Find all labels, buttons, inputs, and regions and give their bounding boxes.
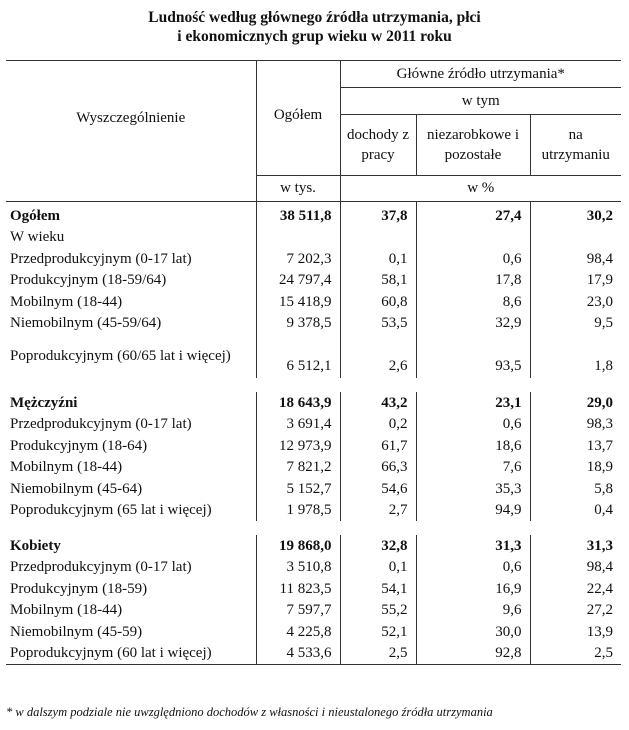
row-label: Przedprodukcyjnym (0-17 lat) [10, 250, 192, 267]
header-col-work: dochody z pracy [340, 115, 416, 176]
cell-nonwork-income: 27,4 [416, 202, 530, 227]
row-label: Przedprodukcyjnym (0-17 lat) [10, 416, 192, 433]
cell-dependent: 30,2 [530, 202, 621, 227]
cell-nonwork-income: 30,0 [416, 621, 530, 643]
table-row [6, 248, 621, 270]
row-label: Poprodukcyjnym (60 lat i więcej) [6, 643, 256, 665]
table-row [6, 313, 621, 335]
cell-work-income: 54,1 [340, 578, 416, 600]
table-row [6, 435, 621, 457]
table-row [6, 600, 621, 622]
row-label: Produkcyjnym (18-64) [10, 437, 148, 454]
cell-work-income: 53,5 [340, 313, 416, 335]
table-row [6, 578, 621, 600]
cell-work-income: 60,8 [340, 291, 416, 313]
cell-dependent: 23,0 [530, 291, 621, 313]
population-table [6, 60, 621, 665]
cell-dependent: 18,9 [530, 457, 621, 479]
cell-work-income: 37,8 [340, 202, 416, 227]
spacer-row [6, 378, 621, 392]
cell-nonwork-income: 31,3 [416, 535, 530, 557]
cell-work-income: 2,7 [340, 500, 416, 522]
table-row [6, 457, 621, 479]
row-label: Poprodukcyjnym (60/65 lat i więcej) [10, 348, 231, 364]
cell-nonwork-income: 9,6 [416, 600, 530, 622]
cell-dependent: 0,4 [530, 500, 621, 522]
cell-dependent: 5,8 [530, 478, 621, 500]
header-unit-pct: w % [340, 176, 621, 202]
spacer-cell [416, 521, 530, 535]
spacer-cell [256, 521, 340, 535]
table-row [6, 291, 621, 313]
cell-total: 7 202,3 [256, 248, 340, 270]
spacer-cell [6, 378, 256, 392]
header-total: Ogółem [256, 61, 340, 176]
cell-total: 4 225,8 [256, 621, 340, 643]
cell-total: 4 533,6 [256, 643, 340, 665]
cell-work-income: 0,1 [340, 248, 416, 270]
cell-work-income: 2,6 [340, 334, 416, 378]
header-of-which: w tym [340, 88, 621, 115]
header-unit-total: w tys. [256, 176, 340, 202]
header-col-nonwork: niezarobkowe i pozostałe [416, 115, 530, 176]
spacer-cell [340, 521, 416, 535]
header-spec: Wyszczególnienie [6, 61, 256, 176]
cell-total: 3 691,4 [256, 414, 340, 436]
cell-nonwork-income: 32,9 [416, 313, 530, 335]
cell-total: 9 378,5 [256, 313, 340, 335]
header-main-source: Główne źródło utrzymania* [340, 61, 621, 88]
cell-work-income: 43,2 [340, 392, 416, 414]
row-label: Ogółem [10, 207, 60, 224]
row-label: Mobilnym (18-44) [10, 602, 123, 619]
cell-dependent: 29,0 [530, 392, 621, 414]
cell-dependent: 98,4 [530, 248, 621, 270]
spacer-cell [6, 521, 256, 535]
row-label: Przedprodukcyjnym (0-17 lat) [10, 559, 192, 576]
cell-total: 7 821,2 [256, 457, 340, 479]
cell-nonwork-income: 94,9 [416, 500, 530, 522]
cell-dependent: 98,4 [530, 557, 621, 579]
table-row [6, 500, 621, 522]
cell-dependent: 98,3 [530, 414, 621, 436]
table-row [6, 334, 621, 378]
spacer-cell [416, 378, 530, 392]
cell-total [256, 227, 340, 249]
cell-total: 19 868,0 [256, 535, 340, 557]
cell-nonwork-income: 35,3 [416, 478, 530, 500]
cell-work-income [340, 227, 416, 249]
cell-total: 1 978,5 [256, 500, 340, 522]
cell-nonwork-income: 18,6 [416, 435, 530, 457]
cell-nonwork-income: 7,6 [416, 457, 530, 479]
table-row [6, 621, 621, 643]
table-row [6, 392, 621, 414]
header-unit-blank [6, 176, 256, 202]
cell-nonwork-income: 92,8 [416, 643, 530, 665]
row-label: Mobilnym (18-44) [10, 293, 123, 310]
cell-nonwork-income: 17,8 [416, 270, 530, 292]
cell-nonwork-income: 0,6 [416, 557, 530, 579]
cell-total: 24 797,4 [256, 270, 340, 292]
cell-dependent [530, 227, 621, 249]
spacer-row [6, 521, 621, 535]
row-label: Produkcyjnym (18-59/64) [10, 272, 167, 289]
cell-dependent: 1,8 [530, 334, 621, 378]
table-row [6, 270, 621, 292]
row-label: Niemobilnym (45-59) [10, 623, 143, 640]
cell-dependent: 27,2 [530, 600, 621, 622]
row-label: Niemobilnym (45-59/64) [10, 315, 162, 332]
cell-nonwork-income [416, 227, 530, 249]
cell-dependent: 9,5 [530, 313, 621, 335]
row-label: Mobilnym (18-44) [10, 459, 123, 476]
row-label: Niemobilnym (45-64) [10, 480, 143, 497]
spacer-cell [256, 378, 340, 392]
row-label: Produkcyjnym (18-59) [10, 580, 148, 597]
table-header [6, 61, 621, 202]
header-col-dependent: na utrzymaniu [530, 115, 621, 176]
table-row [6, 414, 621, 436]
spacer-cell [530, 378, 621, 392]
table-body [6, 202, 621, 665]
footnote: * w dalszym podziale nie uwzględniono dochodów z własności i nieustalonego źródła utrzymania [6, 705, 493, 719]
cell-nonwork-income: 0,6 [416, 414, 530, 436]
cell-work-income: 32,8 [340, 535, 416, 557]
cell-total: 12 973,9 [256, 435, 340, 457]
cell-total: 5 152,7 [256, 478, 340, 500]
title-line-1: Ludność według głównego źródła utrzymania, płci [148, 9, 481, 26]
table-row [6, 643, 621, 665]
cell-total: 6 512,1 [256, 334, 340, 378]
cell-total: 38 511,8 [256, 202, 340, 227]
cell-work-income: 0,1 [340, 557, 416, 579]
spacer-cell [340, 378, 416, 392]
cell-dependent: 2,5 [530, 643, 621, 665]
cell-dependent: 13,9 [530, 621, 621, 643]
cell-total: 3 510,8 [256, 557, 340, 579]
cell-work-income: 52,1 [340, 621, 416, 643]
table-row [6, 227, 621, 249]
row-label: Mężczyźni [10, 394, 78, 411]
cell-work-income: 58,1 [340, 270, 416, 292]
row-label: Kobiety [10, 537, 61, 554]
cell-nonwork-income: 93,5 [416, 334, 530, 378]
cell-nonwork-income: 23,1 [416, 392, 530, 414]
table-row [6, 535, 621, 557]
title-line-2: i ekonomicznych grup wieku w 2011 roku [177, 28, 452, 45]
cell-dependent: 13,7 [530, 435, 621, 457]
row-label: W wieku [10, 229, 65, 246]
cell-total: 11 823,5 [256, 578, 340, 600]
cell-work-income: 61,7 [340, 435, 416, 457]
cell-nonwork-income: 8,6 [416, 291, 530, 313]
cell-total: 18 643,9 [256, 392, 340, 414]
cell-work-income: 2,5 [340, 643, 416, 665]
cell-nonwork-income: 16,9 [416, 578, 530, 600]
row-label: Poprodukcyjnym (65 lat i więcej) [10, 502, 212, 519]
cell-work-income: 0,2 [340, 414, 416, 436]
cell-dependent: 22,4 [530, 578, 621, 600]
cell-work-income: 55,2 [340, 600, 416, 622]
cell-nonwork-income: 0,6 [416, 248, 530, 270]
cell-dependent: 17,9 [530, 270, 621, 292]
cell-work-income: 54,6 [340, 478, 416, 500]
table-row [6, 478, 621, 500]
cell-total: 7 597,7 [256, 600, 340, 622]
table-row [6, 557, 621, 579]
spacer-cell [530, 521, 621, 535]
cell-work-income: 66,3 [340, 457, 416, 479]
table-title [0, 8, 629, 46]
cell-dependent: 31,3 [530, 535, 621, 557]
cell-total: 15 418,9 [256, 291, 340, 313]
table-row [6, 202, 621, 227]
